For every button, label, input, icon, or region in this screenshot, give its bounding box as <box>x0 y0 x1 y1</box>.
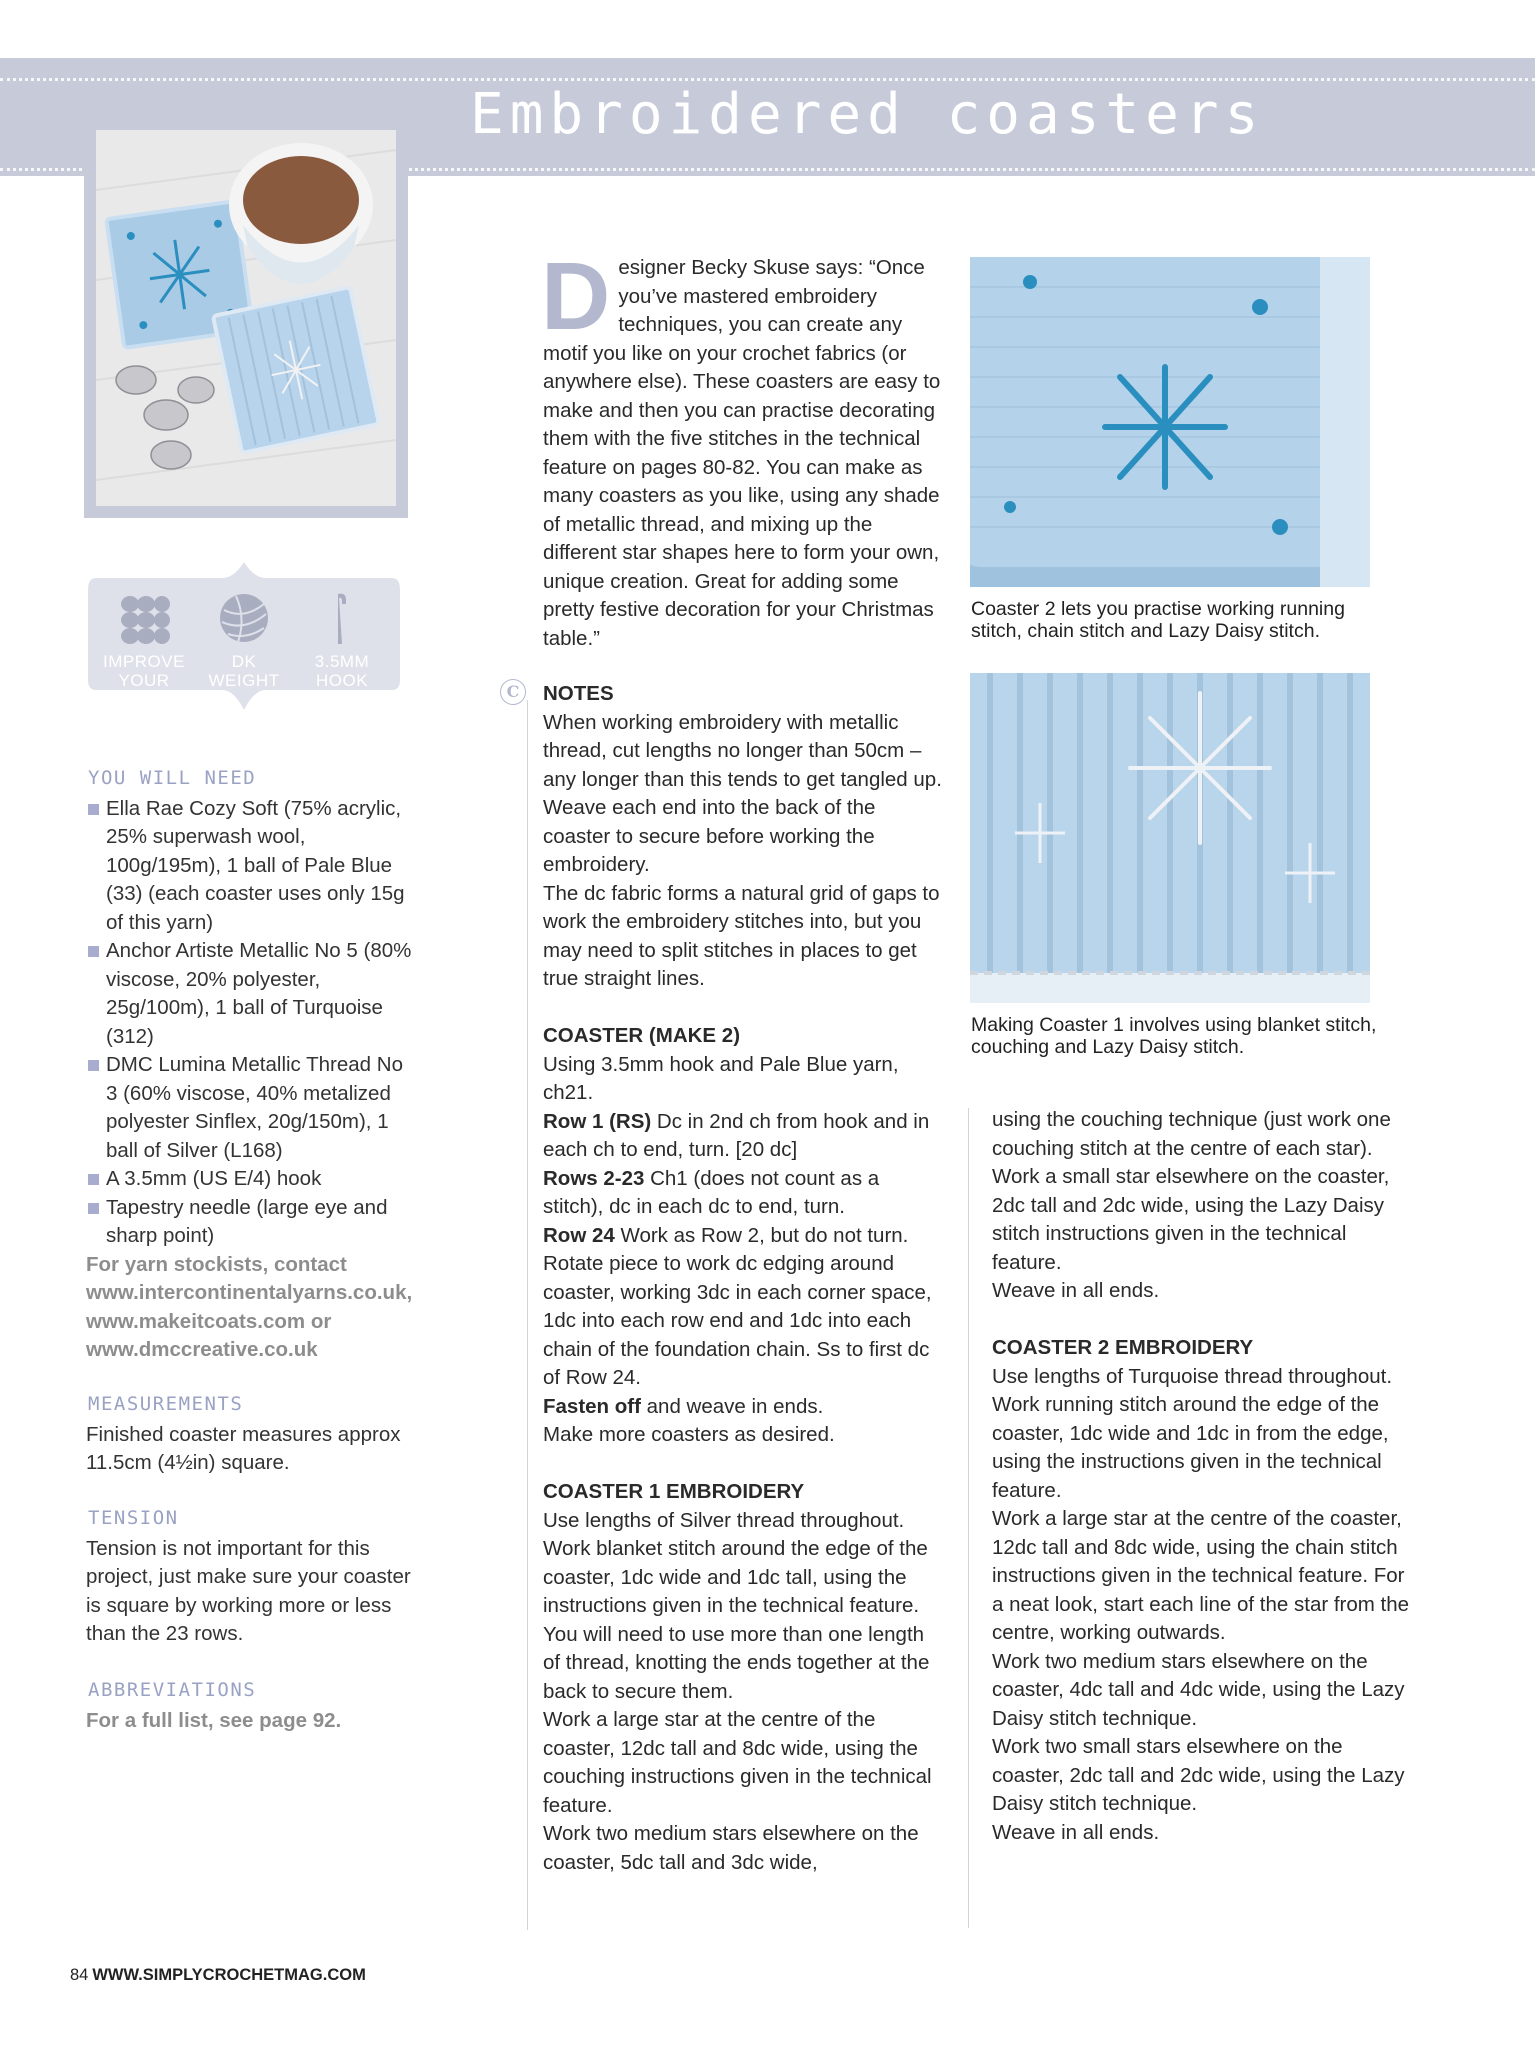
yarn-ball-icon <box>216 590 272 646</box>
embroidery2-paragraph: Work two small stars elsewhere on the coaster, 2dc tall and 2dc wide, using the Lazy Daisy stitch technique. <box>992 1735 1405 1815</box>
embroidery1-paragraph: Work two medium stars elsewhere on the coaster, 5dc tall and 3dc wide, <box>543 1822 919 1874</box>
pattern-row <box>543 1108 943 1165</box>
row-text: Ch1 (does not count as a stitch), dc in each dc to end, turn. <box>543 1166 880 1218</box>
embroidery1-paragraph: Work a large star at the centre of the coaster, 12dc tall and 8dc wide, using the couching instructions given in the technical feature. <box>543 1708 932 1817</box>
measurements-section <box>86 1390 416 1478</box>
embroidery1-heading: COASTER 1 EMBROIDERY <box>543 1480 805 1503</box>
intro-text: esigner Becky Skuse says: “Once you’ve mastered embroidery techniques, you can create any motif you like on your crochet fabrics (or anywhere else). These coasters are easy to make and then you can practise decorating them with the five stitches in the technical feature on pages 80-82. You can make as many coasters as you like, using any shade of metallic thread, and mixing up the different star shapes here to form your own, unique creation. Great for adding some pretty festive decoration for your Christmas table.” <box>543 256 941 650</box>
embroidery1-paragraph: Use lengths of Silver thread throughout. <box>543 1508 905 1532</box>
badge-label-line2: HOOK <box>315 671 369 690</box>
tension-heading: TENSION <box>88 1507 179 1529</box>
crochet-hook-icon <box>314 590 370 646</box>
row-text: and weave in ends. <box>640 1394 824 1418</box>
coaster1-caption: Making Coaster 1 involves using blanket stitch, couching and Lazy Daisy stitch. <box>971 1014 1377 1058</box>
embroidery2-paragraph: Work a large star at the centre of the coaster, 12dc tall and 8dc wide, using the chain stitch instructions given in the technical feature. For a neat look, start each line of the star from the centre, working outwards. <box>992 1507 1410 1644</box>
embroidery1-paragraph: Weave in all ends. <box>992 1279 1160 1302</box>
intro-column <box>541 243 943 653</box>
measurements-text: Finished coaster measures approx 11.5cm (4½in) square. <box>86 1422 401 1474</box>
embroidery2-paragraph: Work two medium stars elsewhere on the coaster, 4dc tall and 4dc wide, using the Lazy Daisy stitch technique. <box>992 1649 1405 1730</box>
page-title: Embroidered coasters <box>470 82 1265 147</box>
abbreviations-heading: ABBREVIATIONS <box>88 1679 257 1701</box>
row-text: Work as Row 2, but do not turn. Rotate piece to work dc edging around coaster, working 3dc in each corner space, 1dc into each row end and 1dc into each chain of the foundation chain. Ss to first dc of Row 24. <box>543 1223 932 1389</box>
main-photo-frame <box>84 118 408 518</box>
badge-label-line1: IMPROVE <box>103 652 185 671</box>
coaster-intro: Using 3.5mm hook and Pale Blue yarn, ch21. <box>543 1052 899 1104</box>
row-label: Rows 2-23 <box>543 1166 645 1190</box>
drop-cap: D <box>541 243 611 350</box>
embroidery2-paragraph: Work running stitch around the edge of the coaster, 1dc wide and 1dc in from the edge, using the instructions given in the technical feature. <box>992 1393 1389 1502</box>
badge-label-line1: 3.5MM <box>314 652 370 671</box>
badge-skill-level <box>96 590 192 709</box>
pattern-column <box>543 680 943 1877</box>
page-number: 84 <box>70 1966 89 1984</box>
row-text: Dc in 2nd ch from hook and in each ch to end, turn. [20 dc] <box>543 1109 930 1161</box>
notes-paragraph: The dc fabric forms a natural grid of gaps to work the embroidery stitches into, but you may need to split stitches in places to get true straight lines. <box>543 881 940 990</box>
right-text-column <box>992 1106 1412 1847</box>
badge-label-line1: DK <box>231 652 257 671</box>
embroidery2-heading: COASTER 2 EMBROIDERY <box>992 1336 1254 1359</box>
abbreviations-section <box>86 1676 416 1735</box>
tension-section <box>86 1504 416 1649</box>
list-item: Tapestry needle (large eye and sharp point) <box>86 1194 416 1251</box>
column-divider-right <box>968 1108 969 1928</box>
column-divider-left <box>527 700 528 1930</box>
coaster1-closeup-photo <box>970 673 1370 1003</box>
list-item: DMC Lumina Metallic Thread No 3 (60% viscose, 40% metalized polyester Sinflex, 20g/150m), 1 ball of Silver (L168) <box>86 1051 416 1165</box>
list-item: Anchor Artiste Metallic No 5 (80% viscose, 20% polyester, 25g/100m), 1 ball of Turquoise (312) <box>86 937 416 1051</box>
coaster-heading: COASTER (MAKE 2) <box>543 1024 741 1047</box>
row-label: Row 1 (RS) <box>543 1109 652 1133</box>
tension-text: Tension is not important for this project, just make sure your coaster is square by working more or less than the 23 rows. <box>86 1536 411 1645</box>
materials-list <box>86 795 416 1251</box>
embroidery1-paragraph: Work blanket stitch around the edge of the coaster, 1dc wide and 1dc tall, using the instructions given in the technical feature. You will need to use more than one length of thread, knotting the ends together at the back to secure them. <box>543 1537 930 1703</box>
website-url[interactable]: WWW.SIMPLYCROCHETMAG.COM <box>92 1966 366 1984</box>
badge-yarn-weight <box>196 590 292 690</box>
badge-label-line2: YOUR SKILLS <box>113 671 175 709</box>
list-item: Ella Rae Cozy Soft (75% acrylic, 25% superwash wool, 100g/195m), 1 ball of Pale Blue (33) (each coaster uses only 15g of this yarn) <box>86 795 416 938</box>
embroidery2-paragraph: Use lengths of Turquoise thread throughout. <box>992 1364 1393 1388</box>
page-footer <box>70 1966 366 1985</box>
coaster2-caption: Coaster 2 lets you practise working running stitch, chain stitch and Lazy Daisy stitch. <box>971 598 1345 642</box>
embroidery2-paragraph: Weave in all ends. <box>992 1820 1160 1844</box>
list-item: A 3.5mm (US E/4) hook <box>86 1165 416 1194</box>
pattern-row <box>543 1165 943 1222</box>
abbreviations-text: For a full list, see page 92. <box>86 1708 342 1732</box>
coaster2-closeup-photo <box>970 257 1370 587</box>
coasters-with-cocoa-photo <box>96 130 396 506</box>
measurements-heading: MEASUREMENTS <box>88 1393 244 1415</box>
pattern-paragraph: Make more coasters as desired. <box>543 1423 835 1446</box>
yarn-skein-icon <box>116 590 172 646</box>
badge-hook-size <box>294 590 390 690</box>
notes-paragraph: When working embroidery with metallic thread, cut lengths no longer than 50cm – any longer than this tends to get tangled up. Weave each end into the back of the coaster to secure before working the embroidery. <box>543 710 942 876</box>
embroidery1-paragraph: using the couching technique (just work one couching stitch at the centre of each star). <box>992 1108 1391 1160</box>
notes-heading: NOTES <box>543 682 614 705</box>
you-will-need-section <box>86 764 416 1365</box>
badge-label-line2: WEIGHT <box>208 671 280 690</box>
pattern-row <box>543 1393 943 1422</box>
pattern-info-badge <box>84 560 404 720</box>
row-label: Fasten off <box>543 1394 641 1418</box>
you-will-need-heading: YOU WILL NEED <box>88 767 257 789</box>
notes-c-icon: C <box>500 679 526 705</box>
stockists-note: For yarn stockists, contact www.intercontinentalyarns.co.uk, www.makeitcoats.com or www.dmccreative.co.uk <box>86 1252 413 1361</box>
row-label: Row 24 <box>543 1223 615 1247</box>
pattern-row <box>543 1222 943 1393</box>
banner-dotted-line-top <box>0 78 1535 81</box>
embroidery1-paragraph: Work a small star elsewhere on the coaster, 2dc tall and 2dc wide, using the Lazy Daisy stitch instructions given in the technical feature. <box>992 1165 1390 1274</box>
